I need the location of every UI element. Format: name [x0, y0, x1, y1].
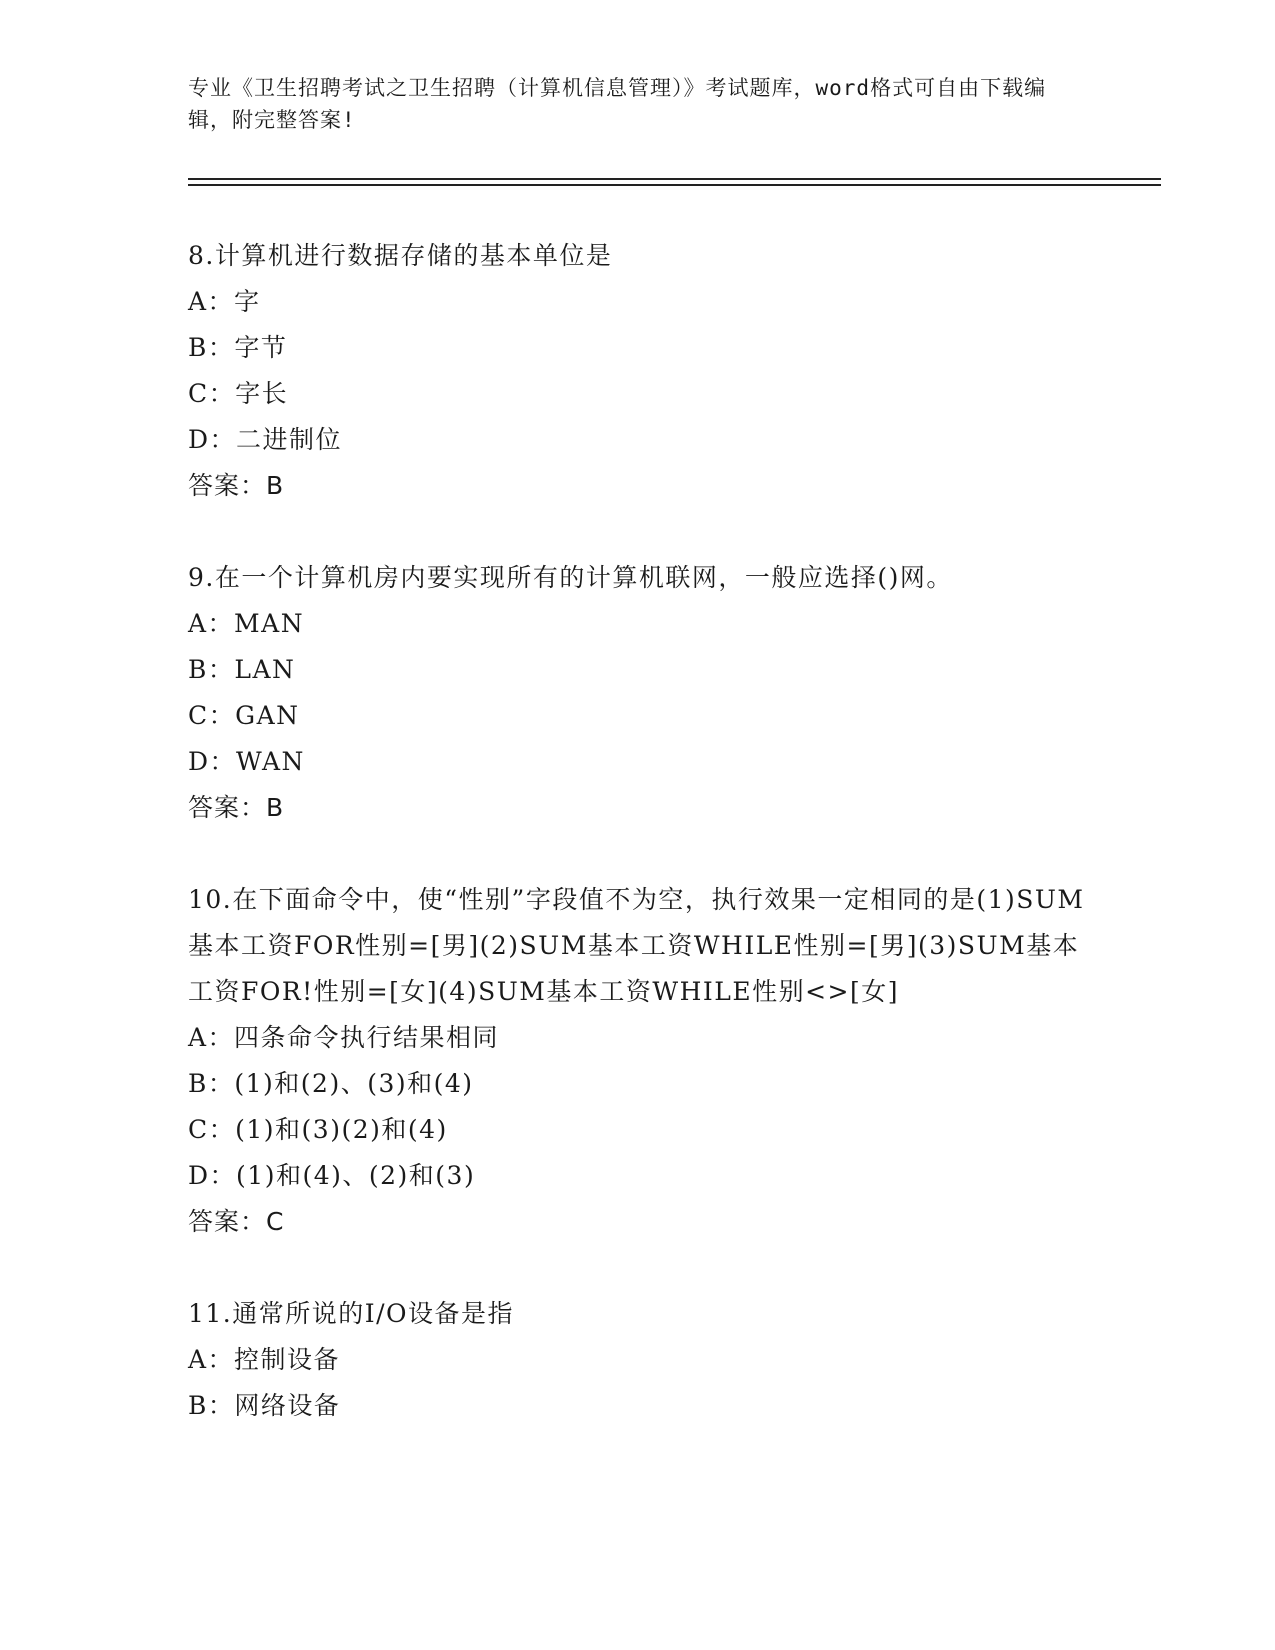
option-d: D：二进制位 [188, 425, 343, 454]
option-c: C：(1)和(3)(2)和(4) [188, 1115, 448, 1144]
option-c: C：字长 [188, 379, 289, 408]
option-b: B：LAN [188, 655, 296, 684]
question-8 [188, 233, 1088, 509]
question-9 [188, 555, 1088, 831]
answer-line: 答案：C [188, 1207, 285, 1236]
document-header: 专业《卫生招聘考试之卫生招聘（计算机信息管理）》考试题库，word格式可自由下载编辑，附完整答案! [188, 76, 1047, 132]
option-b: B：(1)和(2)、(3)和(4) [188, 1069, 474, 1098]
question-10 [188, 877, 1088, 1245]
question-11 [188, 1291, 1088, 1429]
question-list [188, 233, 1088, 1475]
option-a: A：四条命令执行结果相同 [188, 1023, 500, 1052]
answer-line: 答案：B [188, 793, 285, 822]
question-stem: 9.在一个计算机房内要实现所有的计算机联网，一般应选择()网。 [188, 563, 953, 592]
header-divider-top [188, 178, 1161, 180]
option-c: C：GAN [188, 701, 300, 730]
question-stem: 8.计算机进行数据存储的基本单位是 [188, 241, 613, 270]
option-a: A：控制设备 [188, 1345, 341, 1374]
header-divider-bottom [188, 184, 1161, 186]
option-a: A：字 [188, 287, 261, 316]
answer-line: 答案：B [188, 471, 285, 500]
option-b: B：网络设备 [188, 1391, 341, 1420]
option-a: A：MAN [188, 609, 305, 638]
option-b: B：字节 [188, 333, 288, 362]
option-d: D：WAN [188, 747, 305, 776]
option-d: D：(1)和(4)、(2)和(3) [188, 1161, 476, 1190]
question-stem: 11.通常所说的I/O设备是指 [188, 1299, 515, 1328]
question-stem: 10.在下面命令中，使“性别”字段值不为空，执行效果一定相同的是(1)SUM基本工资FOR性别=[男](2)SUM基本工资WHILE性别=[男](3)SUM基本工资FOR!性别=[女](4)SUM基本工资WHILE性别<>[女] [188, 885, 1085, 1006]
